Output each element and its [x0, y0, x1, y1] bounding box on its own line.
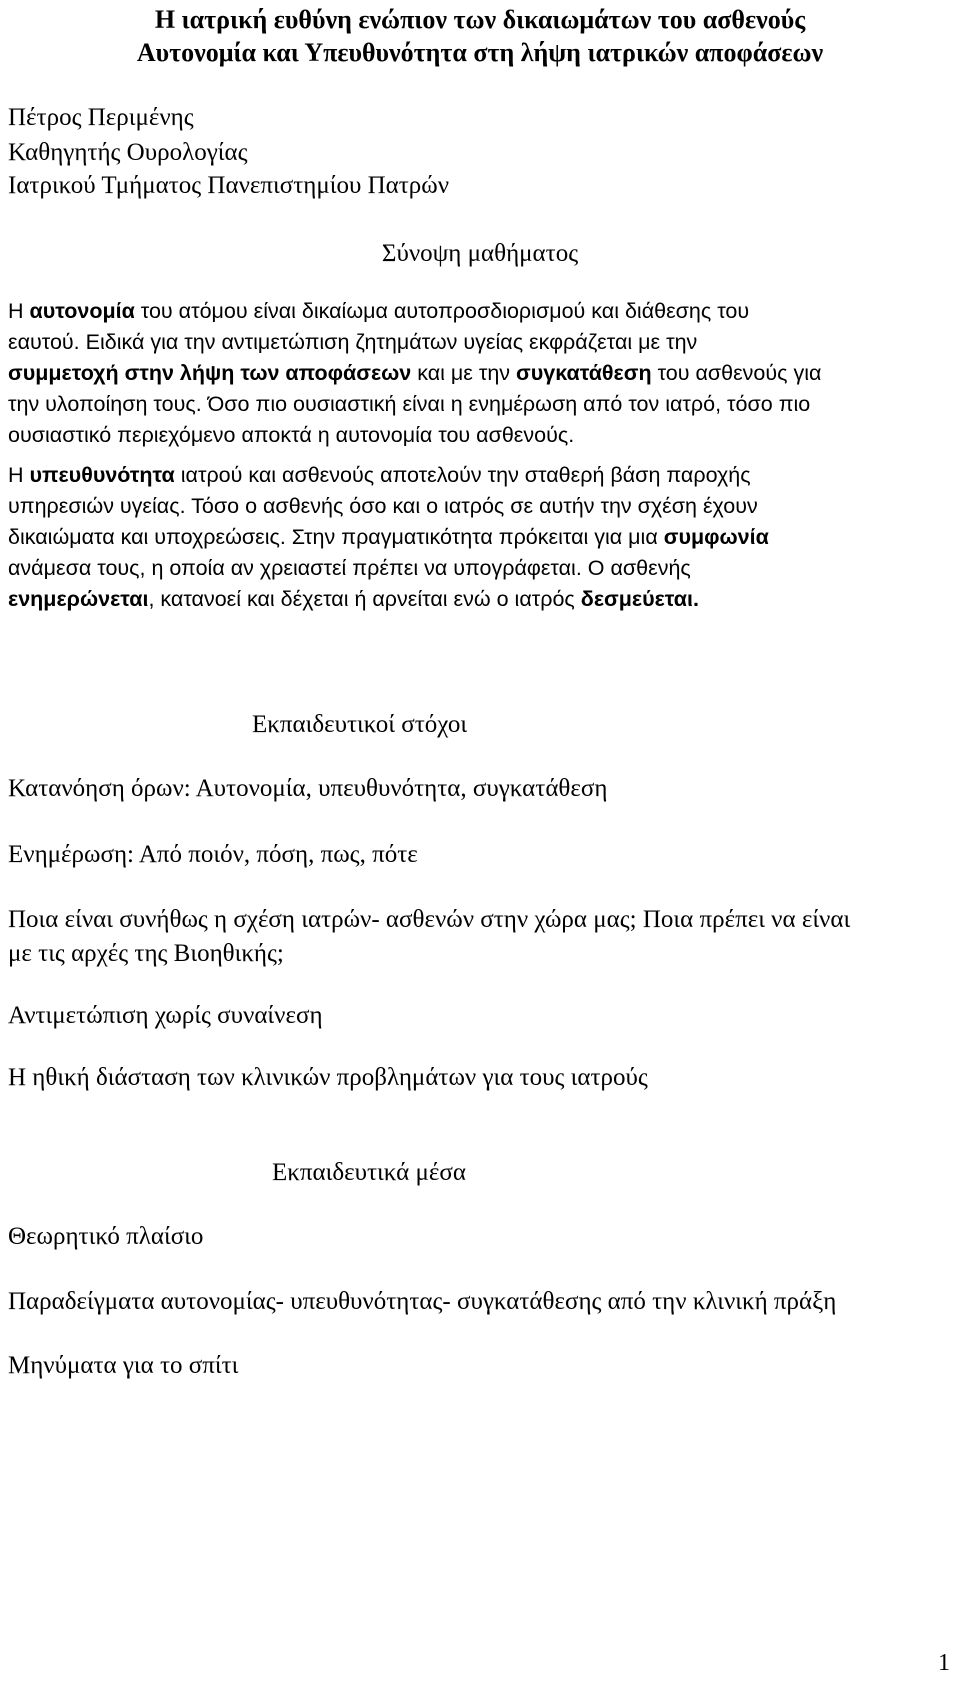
objectives-heading: Εκπαιδευτικοί στόχοι [252, 711, 468, 738]
term-autonomy: αυτονομία [29, 299, 135, 323]
document-title-line-1: Η ιατρική ευθύνη ενώπιον των δικαιωμάτων του ασθενούς [154, 5, 806, 34]
means-item: Θεωρητικό πλαίσιο [8, 1223, 204, 1250]
summary-heading: Σύνοψη μαθήματος [381, 240, 579, 267]
term-consent: συγκατάθεση [516, 361, 652, 385]
means-item: Μηνύματα για το σπίτι [8, 1352, 239, 1379]
means-heading: Εκπαιδευτικά μέσα [272, 1159, 466, 1186]
objective-item: Ποια είναι συνήθως η σχέση ιατρών- ασθενών στην χώρα μας; Ποια πρέπει να είναι [8, 906, 851, 933]
author-position: Καθηγητής Ουρολογίας [8, 139, 248, 166]
means-item: Παραδείγματα αυτονομίας- υπευθυνότητας- συγκατάθεσης από την κλινική πράξη [8, 1288, 837, 1315]
summary-paragraph-autonomy: Η αυτονομία του ατόμου είναι δικαίωμα αυτοπροσδιορισμού και διάθεσης του εαυτού. Ειδικά για την αντιμετώπιση ζητημάτων υγείας εκφράζεται με την συμμετοχή στην λήψη των αποφάσεων και με την συγκατάθεση του ασθενούς για την υλοποίηση τους. Όσο πιο ουσιαστική είναι η ενημέρωση από τον ιατρό, τόσο πιο ουσιαστικό περιεχόμενο αποκτά η αυτονομία του ασθενούς. [8, 299, 822, 447]
objective-item: με τις αρχές της Βιοηθικής; [8, 940, 284, 967]
term-committed: δεσμεύεται. [580, 587, 699, 611]
summary-paragraph-responsibility: Η υπευθυνότητα ιατρού και ασθενούς αποτελούν την σταθερή βάση παροχής υπηρεσιών υγείας. Τόσο ο ασθενής όσο και ο ιατρός σε αυτήν την σχέση έχουν δικαιώματα και υποχρεώσεις. Στην πραγματικότητα πρόκειται για μια συμφωνία ανάμεσα τους, η οποία αν χρειαστεί πρέπει να υπογράφεται. Ο ασθενής ενημερώνεται, κατανοεί και δέχεται ή αρνείται ενώ ο ιατρός δεσμεύεται. [8, 463, 769, 611]
term-participation: συμμετοχή στην λήψη των αποφάσεων [8, 361, 412, 385]
objective-item: Αντιμετώπιση χωρίς συναίνεση [8, 1002, 323, 1029]
term-responsibility: υπευθυνότητα [29, 463, 175, 487]
author-name: Πέτρος Περιμένης [8, 104, 194, 131]
page-number: 1 [938, 1650, 950, 1676]
author-affiliation: Ιατρικού Τμήματος Πανεπιστημίου Πατρών [8, 172, 450, 199]
objective-item: Κατανόηση όρων: Αυτονομία, υπευθυνότητα, συγκατάθεση [8, 775, 608, 802]
term-informed: ενημερώνεται [8, 587, 149, 611]
objective-item: Ενημέρωση: Από ποιόν, πόση, πως, πότε [8, 841, 418, 868]
term-agreement: συμφωνία [663, 525, 769, 549]
objective-item: Η ηθική διάσταση των κλινικών προβλημάτων για τους ιατρούς [8, 1064, 648, 1091]
document-title-line-2: Αυτονομία και Υπευθυνότητα στη λήψη ιατρικών αποφάσεων [136, 38, 824, 67]
